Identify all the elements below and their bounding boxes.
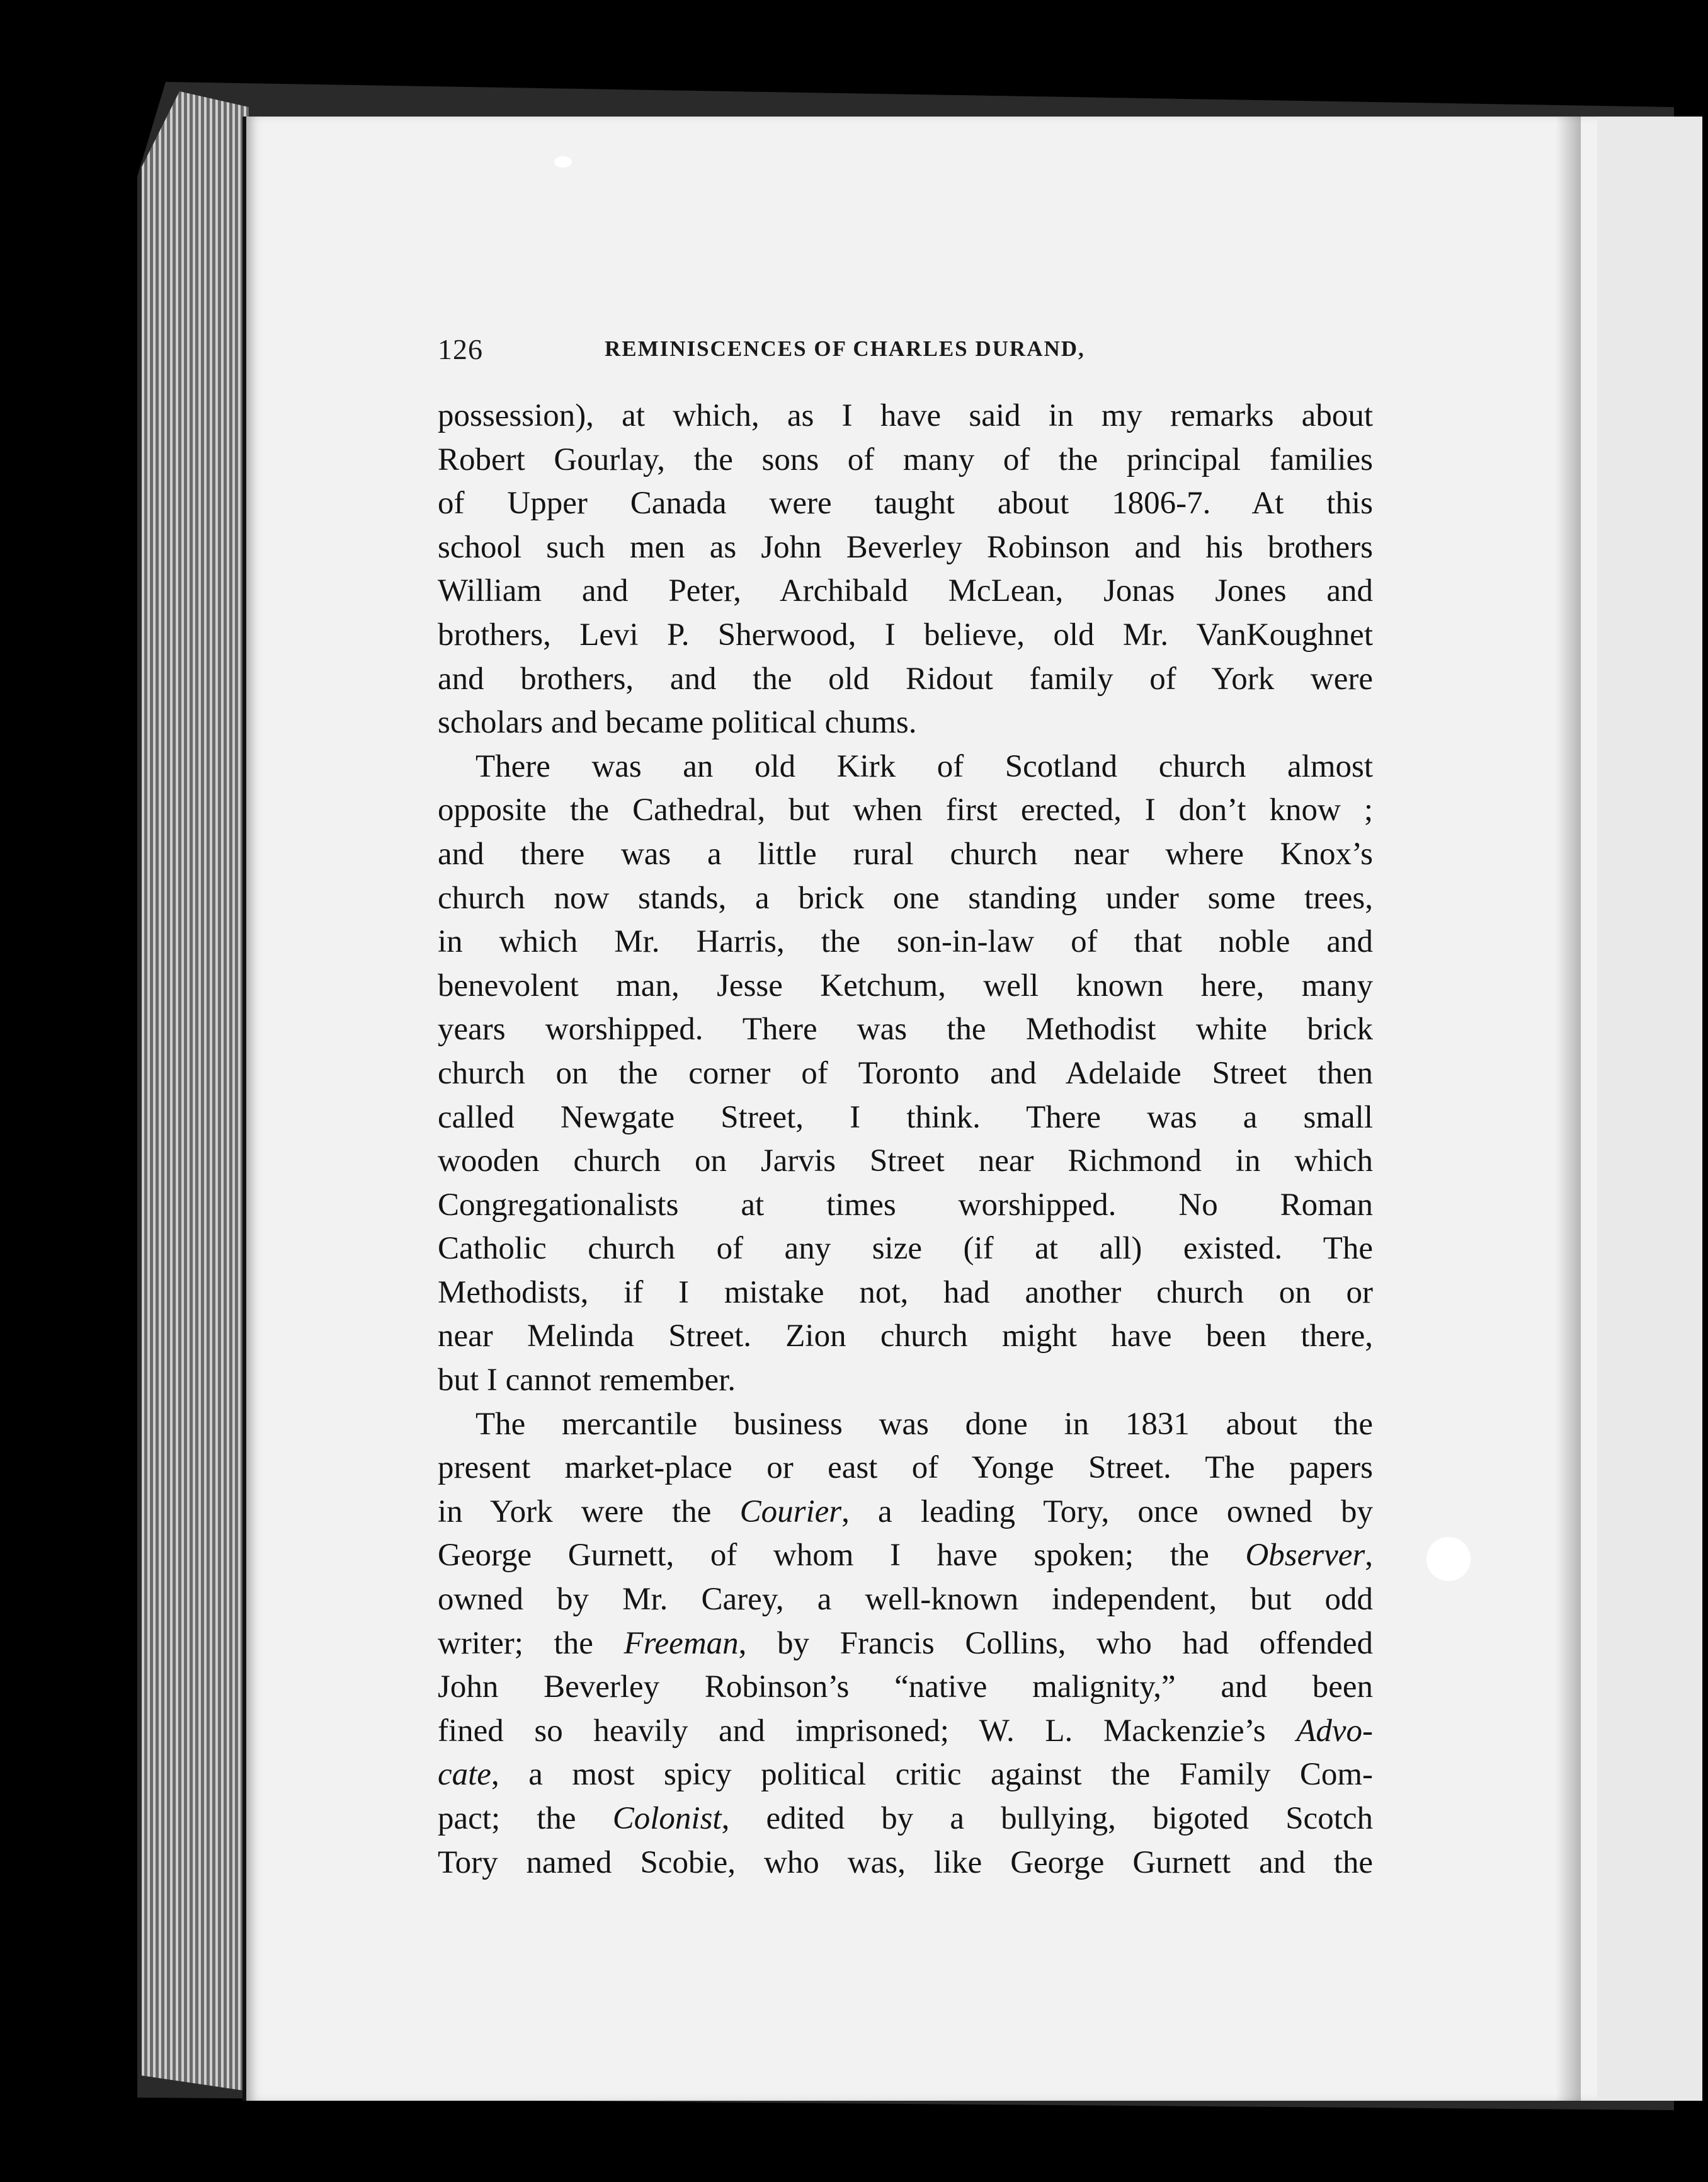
text-line: Tory named Scobie, who was, like George Gurnett and the xyxy=(438,1844,1373,1880)
page-header xyxy=(438,333,1225,370)
text-line: called Newgate Street, I think. There was a small xyxy=(438,1099,1373,1135)
paper-blemish-small xyxy=(554,156,572,168)
text-line: Methodists, if I mistake not, had another church on or xyxy=(438,1274,1373,1310)
text-line: of Upper Canada were taught about 1806-7. At this xyxy=(438,486,1373,522)
paragraph xyxy=(438,745,1373,1403)
text-line: The mercantile business was done in 1831 about the xyxy=(475,1406,1373,1442)
text-line: present market-place or east of Yonge Street. The papers xyxy=(438,1450,1373,1486)
text-line: in which Mr. Harris, the son-in-law of that noble and xyxy=(438,924,1373,960)
text-line: but I cannot remember. xyxy=(438,1362,736,1398)
body-text xyxy=(438,394,1373,1885)
paragraph xyxy=(438,1403,1373,1885)
text-line: brothers, Levi P. Sherwood, I believe, old Mr. VanKoughnet xyxy=(438,617,1373,653)
text-line: Congregationalists at times worshipped. No Roman xyxy=(438,1187,1373,1223)
page-edges xyxy=(142,91,249,2091)
text-line: George Gurnett, of whom I have spoken; the Observer, xyxy=(438,1538,1373,1574)
text-line: scholars and became political chums. xyxy=(438,705,917,741)
paper-blemish xyxy=(1426,1537,1471,1581)
text-line: near Melinda Street. Zion church might have been there, xyxy=(438,1318,1373,1354)
text-line: and there was a little rural church near where Knox’s xyxy=(438,836,1373,872)
text-line: pact; the Colonist, edited by a bullying, bigoted Scotch xyxy=(438,1801,1373,1836)
text-line: benevolent man, Jesse Ketchum, well known here, many xyxy=(438,968,1373,1003)
paragraph xyxy=(438,394,1373,745)
text-line: owned by Mr. Carey, a well-known independent, but odd xyxy=(438,1582,1373,1618)
page-number: 126 xyxy=(438,333,483,365)
text-line: Robert Gourlay, the sons of many of the principal families xyxy=(438,442,1373,477)
text-line: cate, a most spicy political critic against the Family Com- xyxy=(438,1757,1373,1793)
text-line: John Beverley Robinson’s “native malignity,” and been xyxy=(438,1669,1373,1705)
text-line: wooden church on Jarvis Street near Richmond in which xyxy=(438,1143,1373,1179)
text-line: There was an old Kirk of Scotland church almost xyxy=(475,748,1373,784)
text-line: writer; the Freeman, by Francis Collins, who had offended xyxy=(438,1625,1373,1661)
text-line: fined so heavily and imprisoned; W. L. Mackenzie’s Advo- xyxy=(438,1713,1373,1749)
text-line: in York were the Courier, a leading Tory, once owned by xyxy=(438,1494,1373,1529)
text-line: years worshipped. There was the Methodist white brick xyxy=(438,1012,1373,1048)
text-line: Catholic church of any size (if at all) existed. The xyxy=(438,1231,1373,1267)
text-line: William and Peter, Archibald McLean, Jonas Jones and xyxy=(438,573,1373,609)
text-line: church now stands, a brick one standing under some trees, xyxy=(438,880,1373,916)
running-head: REMINISCENCES OF CHARLES DURAND, xyxy=(605,336,1085,361)
text-line: opposite the Cathedral, but when first erected, I don’t know ; xyxy=(438,792,1373,828)
text-line: and brothers, and the old Ridout family of York were xyxy=(438,661,1373,697)
text-line: school such men as John Beverley Robinson and his brothers xyxy=(438,529,1373,565)
gutter-shadow xyxy=(1556,117,1581,2101)
text-line: church on the corner of Toronto and Adelaide Street then xyxy=(438,1055,1373,1091)
text-line: possession), at which, as I have said in my remarks about xyxy=(438,398,1373,433)
